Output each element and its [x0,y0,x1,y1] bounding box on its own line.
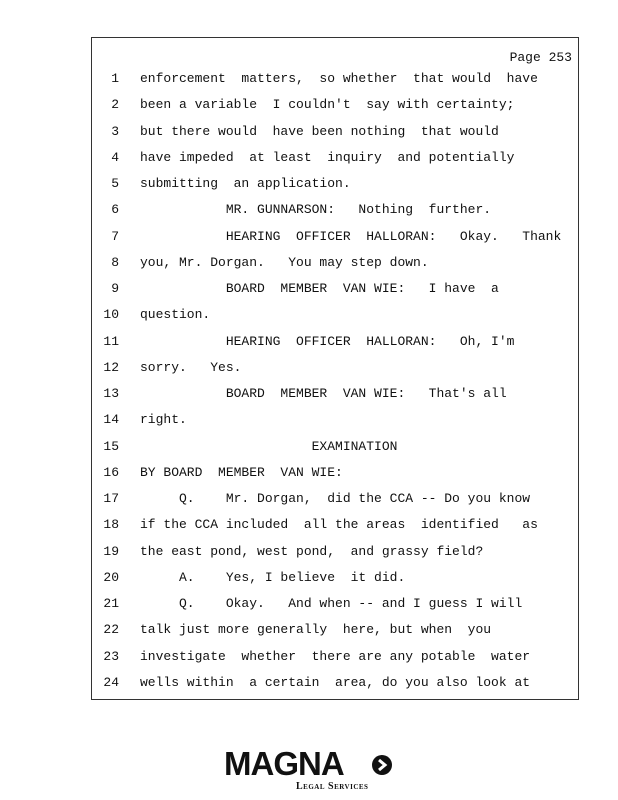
line-number: 24 [103,674,119,690]
line-text: sorry. Yes. [140,359,242,375]
line-text: have impeded at least inquiry and potentially [140,149,515,165]
line-text: HEARING OFFICER HALLORAN: Oh, I'm [140,333,515,349]
line-text: you, Mr. Dorgan. You may step down. [140,254,429,270]
transcript-line [92,620,578,640]
magna-logo [224,745,396,795]
line-text: BY BOARD MEMBER VAN WIE: [140,464,343,480]
transcript-line [92,253,578,273]
transcript-line [92,410,578,430]
line-text: investigate whether there are any potable water [140,648,531,664]
line-number: 1 [111,71,119,86]
line-number: 17 [103,491,119,506]
line-text: HEARING OFFICER HALLORAN: Okay. Thank [140,228,562,244]
transcript-line [92,542,578,562]
line-text: been a variable I couldn't say with certainty; [140,97,515,113]
transcript-line [92,122,578,142]
line-text: wells within a certain area, do you also look at [140,674,531,690]
line-text: right. [140,412,187,428]
transcript-line [92,384,578,404]
transcript-line [92,568,578,588]
transcript-line [92,305,578,325]
line-text: Q. Mr. Dorgan, did the CCA -- Do you know [140,491,531,506]
line-text: Q. Okay. And when -- and I guess I will [140,596,523,611]
transcript-page-frame [91,37,579,700]
line-text: MR. GUNNARSON: Nothing further. [140,202,492,218]
transcript-line [92,358,578,378]
line-text: A. Yes, I believe it did. [140,569,406,585]
line-number: 22 [103,622,119,638]
line-number: 5 [111,176,119,191]
page-number: Page 253 [509,50,572,65]
line-text: BOARD MEMBER VAN WIE: That's all [140,386,507,401]
logo-subtitle: Legal Services [296,781,369,792]
line-number: 13 [103,386,119,401]
line-text: the east pond, west pond, and grassy field? [140,543,484,559]
line-number: 7 [111,228,119,244]
transcript-line [92,148,578,168]
line-number: 14 [103,412,119,428]
line-text: EXAMINATION [140,438,398,454]
line-number: 20 [103,569,119,585]
line-number: 10 [103,307,119,323]
arrow-circle-icon [372,755,392,775]
line-text: but there would have been nothing that would [140,123,499,139]
line-number: 12 [103,359,119,375]
transcript-line [92,279,578,299]
line-number: 16 [103,464,119,480]
logo-wordmark: MAGNA [224,745,344,782]
line-number: 23 [103,648,119,664]
line-number: 15 [103,438,119,454]
line-number: 8 [111,254,119,270]
line-text: talk just more generally here, but when you [140,622,492,638]
line-number: 6 [111,202,119,218]
transcript-line [92,227,578,247]
line-text: question. [140,307,211,323]
transcript-line [92,174,578,194]
transcript-line [92,673,578,693]
transcript-line [92,489,578,509]
transcript-line [92,95,578,115]
transcript-line [92,69,578,89]
line-number: 2 [111,97,119,113]
line-text: submitting an application. [140,176,351,191]
line-text: BOARD MEMBER VAN WIE: I have a [140,281,499,296]
line-text: if the CCA included all the areas identified as [140,517,538,533]
line-number: 21 [103,596,119,611]
line-number: 19 [103,543,119,559]
line-number: 3 [111,123,119,139]
transcript-line [92,463,578,483]
line-text: enforcement matters, so whether that would have [140,71,538,86]
transcript-line [92,332,578,352]
line-number: 11 [103,333,119,349]
transcript-line [92,594,578,614]
line-number: 18 [103,517,119,533]
transcript-line [92,515,578,535]
line-number: 9 [111,281,119,296]
transcript-line [92,647,578,667]
transcript-line [92,200,578,220]
line-number: 4 [111,149,119,165]
transcript-line [92,437,578,457]
